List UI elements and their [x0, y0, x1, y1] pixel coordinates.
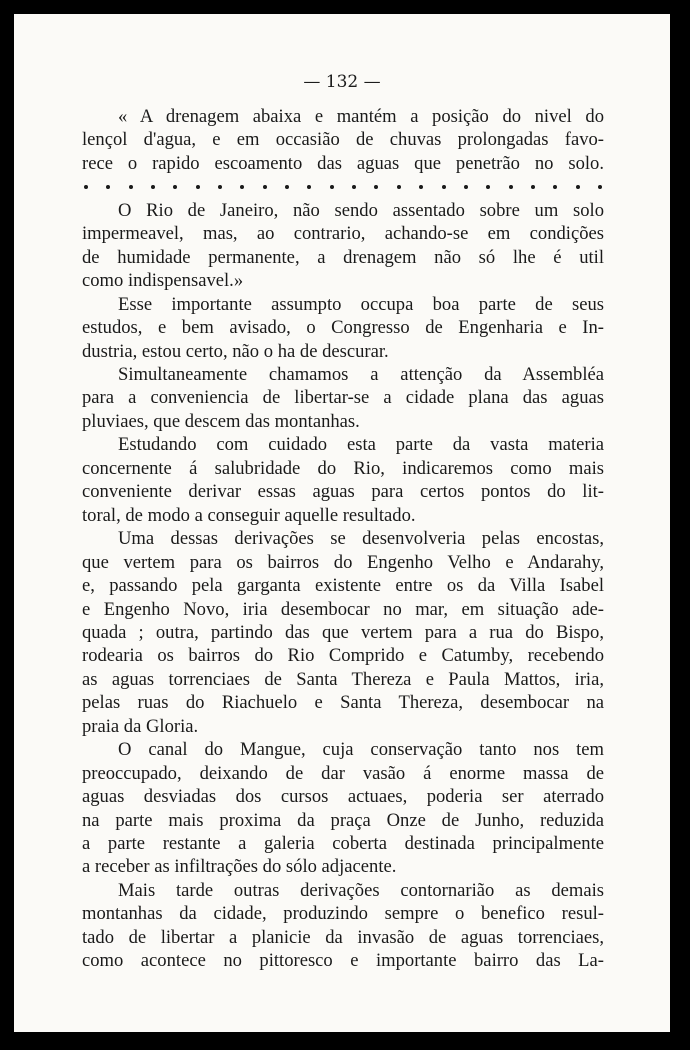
text-line: pelas ruas do Riachuelo e Santa Thereza, desembocar na — [82, 692, 604, 714]
text-line: praia da Gloria. — [82, 715, 199, 737]
paragraph — [82, 199, 604, 293]
dot — [173, 185, 177, 189]
dot — [151, 185, 155, 189]
text-line: a parte restante a galeria coberta destinada principalmente — [82, 833, 604, 855]
dot — [419, 185, 423, 189]
text-line: Esse importante assumpto occupa boa parte de seus — [118, 293, 604, 315]
text-line: estudos, e bem avisado, o Congresso de Engenharia e In- — [82, 317, 604, 339]
paragraph — [82, 363, 604, 433]
text-line: « A drenagem abaixa e mantém a posição do nivel do — [118, 106, 604, 127]
text-line: toral, de modo a conseguir aquelle resultado. — [82, 504, 416, 526]
page-number: — 132 — — [303, 72, 381, 92]
dot — [598, 185, 602, 189]
paragraph — [82, 527, 604, 738]
text-line: conveniente derivar essas aguas para certos pontos do lit- — [82, 481, 604, 503]
dot — [442, 185, 446, 189]
text-line: na parte mais proxima da praça Onze de Junho, reduzida — [82, 809, 604, 831]
dot — [196, 185, 200, 189]
dot — [352, 185, 356, 189]
text-line: e, passando pela garganta existente entre os da Villa Isabel — [82, 575, 604, 597]
dot — [240, 185, 244, 189]
dot — [106, 185, 110, 189]
paragraph — [82, 879, 604, 973]
dot — [129, 185, 133, 189]
dot — [263, 185, 267, 189]
dot — [330, 185, 334, 189]
text-line: aguas desviadas dos cursos actuaes, poderia ser aterrado — [82, 786, 604, 808]
text-line: de humidade permanente, a drenagem não só lhe é util — [82, 246, 604, 268]
text-line: como acontece no pittoresco e importante bairro das La- — [82, 950, 604, 972]
text-line: impermeavel, mas, ao contrario, achando-se em condições — [82, 223, 604, 245]
text-line: pluviaes, que descem das montanhas. — [82, 410, 360, 432]
text-line: as aguas torrenciaes de Santa Thereza e Paula Mattos, iria, — [82, 668, 604, 690]
text-line: Mais tarde outras derivações contornarião as demais — [118, 879, 604, 901]
text-line: como indispensavel.» — [82, 270, 244, 292]
dot — [509, 185, 513, 189]
text-line: rece o rapido escoamento das aguas que penetrão no solo. — [82, 152, 604, 174]
dot — [576, 185, 580, 189]
text-line: montanhas da cidade, produzindo sempre o benefico resul- — [82, 903, 604, 925]
text-line: Estudando com cuidado esta parte da vasta materia — [118, 434, 604, 456]
text-line: Simultaneamente chamamos a attenção da Assembléa — [118, 363, 604, 385]
dot — [397, 185, 401, 189]
text-line: e Engenho Novo, iria desembocar no mar, em situação ade- — [82, 598, 604, 620]
dot — [374, 185, 378, 189]
text-line: preoccupado, deixando de dar vasão á enorme massa de — [82, 762, 604, 784]
dot — [218, 185, 222, 189]
text-line: rodearia os bairros do Rio Comprido e Catumby, recebendo — [82, 645, 604, 667]
text-line: para a conveniencia de libertar-se a cidade plana das aguas — [82, 387, 604, 409]
paragraph — [82, 105, 604, 175]
body-text — [82, 105, 604, 973]
text-line: tado de libertar a planicie da invasão de aguas torrenciaes, — [82, 926, 604, 948]
dot — [553, 185, 557, 189]
ellipsis-dots — [82, 175, 604, 198]
text-line: dustria, estou certo, não o ha de descurar. — [82, 340, 389, 362]
text-line: quada ; outra, partindo das que vertem para a rua do Bispo, — [82, 621, 604, 643]
text-line: O Rio de Janeiro, não sendo assentado sobre um solo — [118, 199, 604, 221]
dot — [464, 185, 468, 189]
text-line: a receber as infiltrações do sólo adjacente. — [82, 856, 397, 878]
paragraph — [82, 433, 604, 527]
text-line: concernente á salubridade do Rio, indicaremos como mais — [82, 457, 604, 479]
document-page — [14, 14, 670, 1032]
dot — [285, 185, 289, 189]
text-line: Uma dessas derivações se desenvolveria pelas encostas, — [118, 528, 604, 550]
text-line: lençol d'agua, e em occasião de chuvas prolongadas favo- — [82, 129, 604, 151]
dot — [531, 185, 535, 189]
dot — [84, 185, 88, 189]
dot — [486, 185, 490, 189]
dot — [307, 185, 311, 189]
paragraph — [82, 293, 604, 363]
text-line: O canal do Mangue, cuja conservação tanto nos tem — [118, 739, 604, 761]
paragraph — [82, 738, 604, 879]
text-line: que vertem para os bairros do Engenho Velho e Andarahy, — [82, 551, 604, 573]
